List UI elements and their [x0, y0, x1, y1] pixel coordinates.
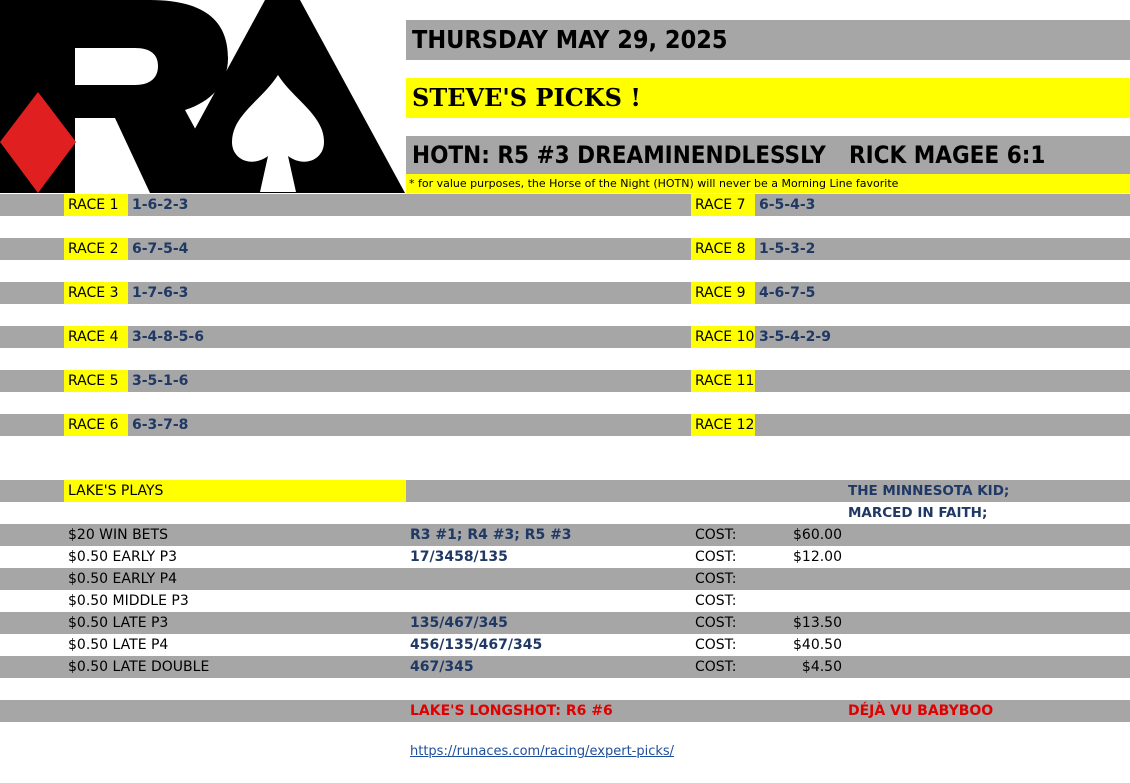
race-pick: 3-4-8-5-6 — [132, 329, 204, 345]
bet-row — [0, 634, 1130, 656]
longshot-label: LAKE'S LONGSHOT: R6 #6 — [410, 703, 613, 719]
cost-label: COST: — [695, 571, 737, 587]
cost-label: COST: — [695, 527, 737, 543]
bet-cost: $40.50 — [793, 637, 842, 653]
expert-picks-link[interactable]: https://runaces.com/racing/expert-picks/ — [410, 744, 675, 759]
race-label: RACE 7 — [691, 194, 755, 216]
picks-title-banner: STEVE'S PICKS ! — [406, 78, 1130, 118]
bet-combo: 17/3458/135 — [410, 549, 508, 565]
race-label: RACE 8 — [691, 238, 755, 260]
race-pick: 3-5-4-2-9 — [759, 329, 831, 345]
side-note-line: MARCED IN FAITH; — [848, 505, 988, 521]
bet-combo: 467/345 — [410, 659, 474, 675]
hotn-trainer: RICK MAGEE 6:1 — [849, 141, 1046, 169]
lakes-title: LAKE'S PLAYS — [64, 480, 406, 502]
hotn-text: HOTN: R5 #3 DREAMINENDLESSLY — [412, 141, 826, 169]
race-pick: 1-7-6-3 — [132, 285, 189, 301]
cost-label: COST: — [695, 593, 737, 609]
bet-type: $0.50 EARLY P3 — [68, 549, 177, 565]
race-label: RACE 11 — [691, 370, 755, 392]
bet-combo: 456/135/467/345 — [410, 637, 543, 653]
hotn-note: * for value purposes, the Horse of the Night (HOTN) will never be a Morning Line favorite — [406, 174, 1130, 193]
logo-graphic — [0, 0, 405, 193]
race-pick: 1-5-3-2 — [759, 241, 816, 257]
bet-type: $0.50 MIDDLE P3 — [68, 593, 189, 609]
cost-label: COST: — [695, 549, 737, 565]
race-pick: 6-7-5-4 — [132, 241, 189, 257]
bet-type: $0.50 EARLY P4 — [68, 571, 177, 587]
bet-combo: 135/467/345 — [410, 615, 508, 631]
bet-type: $0.50 LATE P4 — [68, 637, 169, 653]
race-label: RACE 10 — [691, 326, 755, 348]
race-label: RACE 3 — [64, 282, 128, 304]
bet-cost: $12.00 — [793, 549, 842, 565]
cost-label: COST: — [695, 637, 737, 653]
race-label: RACE 12 — [691, 414, 755, 436]
race-label: RACE 2 — [64, 238, 128, 260]
race-pick: 1-6-2-3 — [132, 197, 189, 213]
bet-type: $0.50 LATE DOUBLE — [68, 659, 210, 675]
bet-cost: $13.50 — [793, 615, 842, 631]
race-label: RACE 1 — [64, 194, 128, 216]
cost-label: COST: — [695, 615, 737, 631]
longshot-horse: DÉJÀ VU BABYBOO — [848, 703, 994, 719]
runaces-logo — [0, 0, 405, 193]
date-banner: THURSDAY MAY 29, 2025 — [406, 20, 1130, 60]
race-pick: 4-6-7-5 — [759, 285, 816, 301]
side-note-line: THE MINNESOTA KID; — [848, 483, 1010, 499]
bet-type: $0.50 LATE P3 — [68, 615, 169, 631]
hotn-banner — [406, 136, 1130, 174]
bet-cost: $60.00 — [793, 527, 842, 543]
race-label: RACE 6 — [64, 414, 128, 436]
bet-row — [0, 612, 1130, 634]
race-pick: 3-5-1-6 — [132, 373, 189, 389]
race-label: RACE 9 — [691, 282, 755, 304]
bet-combo: R3 #1; R4 #3; R5 #3 — [410, 527, 572, 543]
bet-cost: $4.50 — [801, 659, 842, 675]
race-label: RACE 4 — [64, 326, 128, 348]
cost-label: COST: — [695, 659, 737, 675]
race-pick: 6-5-4-3 — [759, 197, 816, 213]
bet-type: $20 WIN BETS — [68, 527, 168, 543]
race-pick: 6-3-7-8 — [132, 417, 189, 433]
race-label: RACE 5 — [64, 370, 128, 392]
